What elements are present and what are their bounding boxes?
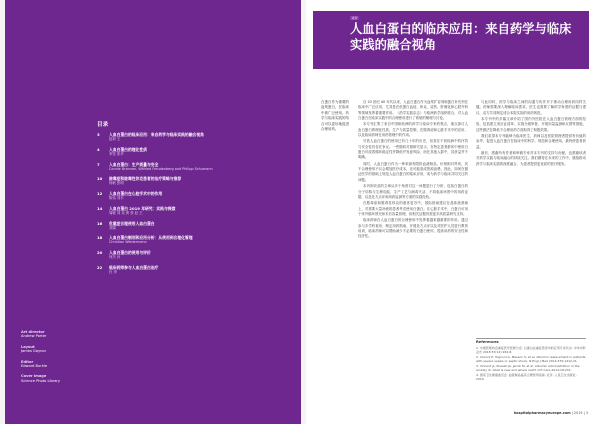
credit-name: Science Photo Library <box>21 378 61 383</box>
reference-item: 3. Vincent JL, Russell JA, Jacob M, et al. Albumin administration in the acutely ill: what is new and where next? Crit Care 2014;18:231. <box>476 364 580 373</box>
left-page-contents <box>5 0 301 424</box>
credit-role: Art director <box>21 330 45 334</box>
references-divider <box>476 338 586 339</box>
toc-page-number: 16 <box>97 220 103 226</box>
contents-title: 目录 <box>97 122 109 128</box>
reference-item: 4. 国家卫生健康委员会. 血液制品临床合理使用指南. 北京: 人民卫生出版社, 2019. <box>476 373 577 382</box>
article-paragraph: 我们希望本专刊能够为临床医生、药师以及医院管理者提供有价值的参考，促进人血白蛋白在临床中的科学、规范和合理使用，最终使患者获益。 <box>476 134 586 149</box>
toc-item[interactable] <box>97 132 292 142</box>
toc-title: 人血白蛋白在心脏手术中的作用 <box>109 191 163 197</box>
toc-title: 人血白蛋白的使用与评价 <box>109 250 151 256</box>
contents-list <box>97 120 292 280</box>
credit-name: Andrew Porter <box>21 334 47 339</box>
toc-item[interactable] <box>97 221 292 231</box>
toc-authors: 周敏 刘 吴 黄 张 赵 王 <box>109 210 143 215</box>
article-paragraph: 最后，感谢所有作者和审稿专家对本专刊的支持与贡献，也感谢读者对药学实践与临床融合的持续关注。我们期待在未来的工作中，继续推动药学与临床实践的深度融合，为患者提供更优质的医疗服务。 <box>476 151 586 166</box>
toc-title: 人血白蛋白的临床应用：来自药学与临床实践的融合视角 <box>109 132 204 137</box>
credit-role: Layout <box>21 344 35 349</box>
toc-page-number: 3 <box>97 132 100 137</box>
article-column-2 <box>476 100 586 168</box>
credit-entry <box>21 374 101 383</box>
toc-page-number: 20 <box>97 250 103 256</box>
section-tag: 述评 <box>351 16 358 20</box>
footer-page-number: | 2019 | 3 <box>571 411 588 415</box>
toc-title: 人血白蛋白 2019 年研究：实践与探索 <box>109 205 176 211</box>
credit-entry <box>21 360 101 369</box>
article-title: 人血白蛋白的临床应用：来自药学与临床实践的融合视角 <box>350 22 572 52</box>
toc-title: 脓毒症和脓毒性休克患者的治疗策略与推荐 <box>109 176 182 182</box>
toc-authors: 杜 李 <box>109 270 117 275</box>
toc-item[interactable] <box>97 235 292 245</box>
article-paragraph: 尽管人血白蛋白的使用已有几十年的历史，但其在不同疾病中的疗效与安全性仍存在争议。一些随机对照研究显示，在特定患者群体中使用白蛋白可改善循环稳定性并降低并发症风险，而在其他人群中，其获益并不明确。 <box>358 139 468 160</box>
toc-page-number: 22 <box>97 265 103 271</box>
credit-name: Edward Burkle <box>21 364 48 369</box>
credit-entry <box>21 330 101 339</box>
right-page-article <box>306 0 600 424</box>
credit-role: Editor <box>21 359 34 364</box>
credit-entry <box>21 345 101 354</box>
toc-title: 人血白蛋白制剂和应用分析：从使用到合理化管理 <box>109 235 193 241</box>
references-title: References <box>476 340 499 344</box>
article-paragraph: 本刊所收录的文章从多个角度对这一问题进行了分析，包括白蛋白的分子结构与生理功能、生产工艺与病毒灭活、不同临床场景中的用药证据，以及处方点评和用药监测等方面的实践经验。 <box>358 184 468 199</box>
toc-items <box>97 132 292 275</box>
toc-page-number: 12 <box>97 191 103 197</box>
toc-page-number: 14 <box>97 205 103 211</box>
footer-url[interactable]: hospitalpharmacyeurope.com <box>513 411 571 415</box>
article-paragraph: 临床药师在人血白蛋白的合理使用中发挥着越来越重要的作用。通过参与多学科查房、制定用药指南、开展处方点评以及对医护人员进行教育培训，临床药师可以帮助减少不必要的白蛋白使用，提高用药的安全性和经济性。 <box>358 218 468 239</box>
toc-authors: Connie Brannan, Wilfried Freudenberg and Philipp Schumann <box>109 166 213 171</box>
article-paragraph: 自 20 世纪 40 年代以来，人血白蛋白作为血浆扩容剂和蛋白补充剂在临床中广泛应用，尤其是在低蛋白血症、休克、烧伤、肝硬化和心脏外科等领域发挥着重要作用。《药学实践杂志》与欧洲药学组织联合，对人血白蛋白在临床实践中的合理使用进行了系统的梳理与讨论。 <box>358 100 468 121</box>
toc-item[interactable] <box>97 265 292 275</box>
article-paragraph: 在脓毒症和脓毒性休克的液体复苏中，国际指南建议在晶体液基础上，对需要大量补液的患者考虑使用白蛋白。在心脏手术中，白蛋白可用于体外循环预充和术后容量管理，但相关证据仍需更多高质量研究支持。 <box>358 201 468 216</box>
reference-item: 2. Caironi P, Tognoni G, Masson S, et al. Albumin replacement in patients with severe sepsis or septic shock. N Engl J Med 2014;370:1412-21. <box>476 355 586 364</box>
toc-authors: 李雪 张华 <box>109 151 124 156</box>
credits-block <box>21 330 101 389</box>
toc-item[interactable] <box>97 250 292 260</box>
credit-role: Cover image <box>21 374 47 379</box>
toc-authors: 何杰 孙 <box>109 255 121 260</box>
toc-title: 危重症合理使用人血白蛋白 <box>109 220 155 226</box>
article-abstract: 白蛋白作为重要的血浆蛋白，在临床中被广泛使用，药学与临床实践的结合可以更好地促进合理用药。 <box>321 100 349 132</box>
toc-title: 人血白蛋白的理化性质 <box>109 146 147 152</box>
toc-item[interactable] <box>97 176 292 186</box>
toc-authors: 赵莉 王 <box>109 137 121 141</box>
toc-page-number: 10 <box>97 176 103 182</box>
references-list <box>476 346 586 382</box>
toc-authors: 陈伟 刘平 <box>109 196 124 201</box>
toc-item[interactable] <box>97 147 292 157</box>
toc-item[interactable] <box>97 162 292 172</box>
toc-page-number: 18 <box>97 235 103 241</box>
toc-title: 临床药师参与人血白蛋白治疗 <box>109 265 159 271</box>
toc-item[interactable] <box>97 191 292 201</box>
article-paragraph: 本专刊中的多篇文章介绍了国内外医院在人血白蛋白管理方面的经验，包括建立适应证清单、实施分级审批、开展用量监测和反馈等措施，这些做法在降低不合理用药方面取得了积极效果。 <box>476 117 586 132</box>
toc-authors: 杨帆 张明 <box>109 181 124 186</box>
toc-page-number: 7 <box>97 161 100 167</box>
toc-authors: 刘娟 <box>109 225 116 230</box>
page-footer <box>514 411 588 415</box>
article-paragraph: 本专刊汇集了来自中国和欧洲的药学与临床专家的观点，重点探讨人血白蛋白的理化性质、生产与质量控制、在脓毒症和心脏手术中的应用，以及临床药师在用药管理中的作用。 <box>358 122 468 138</box>
article-paragraph: 同时，人血白蛋白作为一种来源有限的血液制品，价格相对昂贵，其不合理使用不仅会增加医疗成本，还可能造成资源浪费。因此，如何在循证医学的基础上规范人血白蛋白的临床应用，成为药学与临床共同关注的问题。 <box>358 161 468 182</box>
toc-page-number: 4 <box>97 146 100 152</box>
article-column-1 <box>358 100 468 241</box>
toc-authors: Christian Wiedermann <box>109 240 147 245</box>
toc-item[interactable] <box>97 206 292 216</box>
article-paragraph: 与此同时，药学与临床之间的沟通与协作对于推动合理用药同样关键。药师需要深入理解临床需求，医生也需要了解药学角度的证据与建议，双方共同制定适合本院实际的用药规范。 <box>476 100 586 115</box>
reference-item: 1. 中国医师协会重症医学医师分会. 白蛋白在重症患者中的应用专家共识. 中华内科杂志 2018;57(12):932-8. <box>476 346 586 355</box>
credit-name: James Gaynor <box>21 349 47 354</box>
toc-title: 人血白蛋白：生产质量与安全 <box>109 161 159 167</box>
